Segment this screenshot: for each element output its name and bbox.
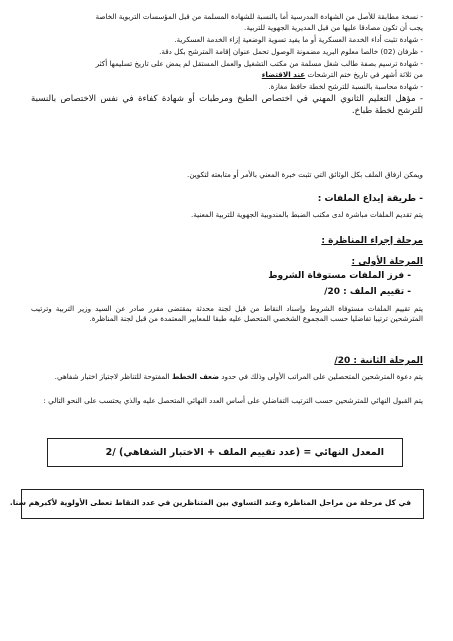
doc-item-envelopes: - ظرفان (02) خالصا معلوم البريد مضمونة الوصول تحمل عنوان إقامة المترشح بكل دقة. — [159, 47, 423, 56]
deposit-text: يتم تقديم الملفات مباشرة لدى مكتب الضبط بالمندوبية الجهوية للتربية المعنية. — [190, 210, 423, 219]
phase2-text-end: المفتوحة للتناظر لاجتياز اختبار شفاهي. — [54, 372, 172, 381]
contest-heading: مرحلة إجراء المناظرة : — [321, 236, 423, 246]
phase2-text — [31, 372, 423, 382]
doc-item-cook-qualification: - مؤهل التعليم الثانوي المهني في اختصاص الطبخ ومرطبات أو شهادة كفاءة في نفس الاختصاص بالنسبة للترشح لخطة طباخ. — [31, 94, 423, 116]
doc-item-job-seeker-cont — [262, 70, 423, 79]
doc-item-school-certificate: - نسخة مطابقة للأصل من الشهادة المدرسية أما بالنسبة للشهادة المسلمة من قبل المؤسسات التربوية الخاصة — [95, 12, 423, 21]
deposit-heading: - طريقة إيداع الملفات : — [317, 194, 423, 204]
final-score-formula-box — [47, 438, 403, 467]
phase2-text-emphasis: ضعف الخطط — [171, 372, 220, 381]
tie-break-notice-box — [9, 489, 424, 519]
experience-note: ويمكن ارفاق الملف بكل الوثائق التي تثبت خبرة المعني بالأمر أو متابعته لتكوين. — [187, 170, 423, 179]
doc-item-accounting: - شهادة محاسبة بالنسبة للترشح لخطة حافظ مغازة. — [268, 82, 423, 91]
doc-item-school-certificate-cont: يجب أن تكون مصادقا عليها من قبل المديرية الجهوية للتربية. — [244, 23, 423, 32]
job-seeker-text: من ثلاثة أشهر في تاريخ ختم الترشحات — [305, 70, 423, 79]
phase2-final-text: يتم القبول النهائي للمترشحين حسب الترتيب التفاضلي على أساس العدد النهائي المتحصل عليه والذي يحتسب على النحو التالي : — [43, 396, 423, 405]
doc-item-military-service: - شهادة تثبت أداء الخدمة العسكرية أو ما يفيد تسوية الوضعية إزاء الخدمة العسكرية. — [174, 35, 423, 44]
phase2-heading: المرحلة الثانية : 20/ — [334, 356, 423, 366]
phase1-text: يتم تقييم الملفات مستوفاة الشروط وإسناد النقاط من قبل لجنة محدثة بمقتضى مقرر صادر عن السيد وزير التربية وترتيب المترشحين ترتيبا تفاضليا حسب المجموع الشخصي المتحصل عليه طبقا للمعايير المعتمدة من قبل لجنة المناظرة. — [31, 304, 423, 323]
tie-break-notice: في كل مرحلة من مراحل المناظرة وعند التساوي بين المتناظرين في عدد النقاط تعطى الأولوية لأكبرهم سنا. — [9, 498, 411, 507]
phase2-text-start: يتم دعوة المترشحين المتحصلين على المراتب الأولى وذلك في حدود — [219, 372, 423, 381]
phase1-step-sorting: - فرز الملفات مستوفاة الشروط — [268, 271, 411, 281]
final-score-formula: المعدل النهائي = (عدد تقييم الملف + الاختبار الشفاهي) /2 — [105, 447, 384, 458]
phase1-step-evaluation: - تقييم الملف : 20/ — [324, 287, 411, 297]
job-seeker-condition: عند الاقتضاء — [261, 70, 306, 79]
doc-item-job-seeker: - شهادة ترسيم بصفة طالب شغل مسلمة من مكتب التشغيل والعمل المستقل لم يمض على تاريخ تسليمها أكثر — [95, 59, 423, 68]
phase1-heading: المرحلة الأولى : — [351, 257, 423, 267]
